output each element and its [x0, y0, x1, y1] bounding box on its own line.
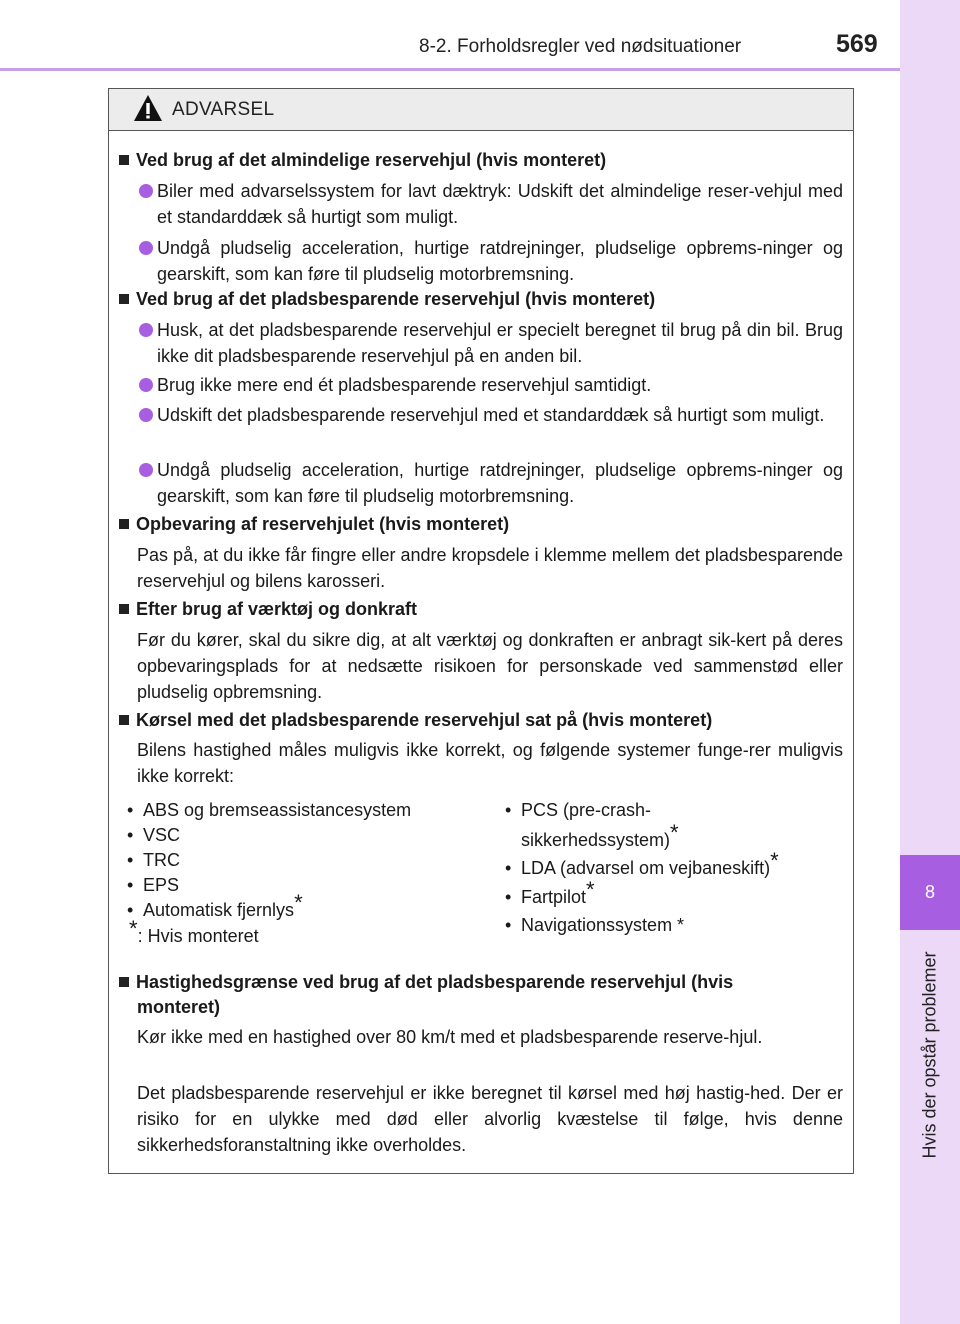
- section-title: 8-2. Forholdsregler ved nødsituationer: [419, 36, 742, 57]
- systems-list-right: [505, 798, 850, 938]
- section-heading: Kørsel med det pladsbesparende reservehjul sat på (hvis monteret): [119, 708, 851, 733]
- warning-box: [108, 88, 854, 1174]
- chapter-title: Hvis der opstår problemer: [919, 951, 940, 1159]
- list-item: • EPS: [127, 873, 497, 898]
- square-bullet-icon: [119, 604, 129, 614]
- square-bullet-icon: [119, 294, 129, 304]
- warning-title: ADVARSEL: [172, 99, 275, 120]
- square-bullet-icon: [119, 155, 129, 165]
- warning-triangle-icon: [133, 94, 163, 122]
- square-bullet-icon: [119, 715, 129, 725]
- section-text: Før du kører, skal du sikre dig, at alt værktøj og donkraften er anbragt sik-kert på deres opbevaringsplads for at nedsætte risikoen for personskade ved sammenstød eller pludselig opbremsning.: [137, 630, 843, 702]
- list-item: • TRC: [127, 848, 497, 873]
- section-heading: Efter brug af værktøj og donkraft: [119, 597, 851, 622]
- section-text: Kør ikke med en hastighed over 80 km/t med et pladsbesparende reserve-hjul.: [137, 1027, 763, 1047]
- section-heading: Ved brug af det pladsbesparende reservehjul (hvis monteret): [119, 287, 851, 312]
- circle-bullet-icon: [139, 463, 153, 477]
- list-item: Brug ikke mere end ét pladsbesparende reservehjul samtidigt.: [139, 372, 843, 398]
- list-item: Biler med advarselssystem for lavt dæktryk: Udskift det almindelige reser-vehjul med et standarddæk så hurtigt som muligt.: [139, 178, 843, 230]
- chapter-number-badge: 8: [900, 855, 960, 930]
- list-item: • Fartpilot*: [505, 885, 850, 910]
- header-divider: [0, 68, 900, 71]
- list-item: • PCS (pre-crash-: [505, 798, 850, 823]
- section-heading: Opbevaring af reservehjulet (hvis monteret): [119, 512, 851, 537]
- circle-bullet-icon: [139, 323, 153, 337]
- square-bullet-icon: [119, 519, 129, 529]
- list-item: • Automatisk fjernlys*: [127, 898, 497, 923]
- section-heading-continuation: monteret): [137, 997, 221, 1017]
- list-item-continuation: sikkerhedssystem)*: [521, 820, 679, 850]
- section-text: Det pladsbesparende reservehjul er ikke beregnet til kørsel med høj hastig-hed. Der er risiko for en ulykke med død eller alvorlig kvæstelse til følge, hvis denne sikkerhedsforanstaltning ikke overholdes.: [137, 1083, 843, 1155]
- circle-bullet-icon: [139, 184, 153, 198]
- list-item: Undgå pludselig acceleration, hurtige ratdrejninger, pludselige opbrems-ninger og gearskift, som kan føre til pludselig motorbremsning.: [139, 235, 843, 287]
- section-text: Pas på, at du ikke får fingre eller andre kropsdele i klemme mellem det pladsbesparende reservehjul og bilens karosseri.: [137, 545, 843, 591]
- list-item: • LDA (advarsel om vejbaneskift)*: [505, 856, 850, 881]
- list-item: Husk, at det pladsbesparende reservehjul er specielt beregnet til brug på din bil. Brug ikke dit pladsbesparende reservehjul på en anden bil.: [139, 317, 843, 369]
- list-item: • ABS og bremseassistancesystem: [127, 798, 497, 823]
- square-bullet-icon: [119, 977, 129, 987]
- systems-list-left: [127, 798, 497, 923]
- circle-bullet-icon: [139, 378, 153, 392]
- list-item: Undgå pludselig acceleration, hurtige ratdrejninger, pludselige opbrems-ninger og gearskift, som kan føre til pludselig motorbremsning.: [139, 457, 843, 509]
- list-item: • VSC: [127, 823, 497, 848]
- page-number: 569: [836, 30, 878, 58]
- section-heading: Hastighedsgrænse ved brug af det pladsbesparende reservehjul (hvis: [119, 970, 851, 995]
- list-item: • Navigationssystem *: [505, 913, 850, 938]
- section-text: Bilens hastighed måles muligvis ikke korrekt, og følgende systemer funge-rer muligvis ikke korrekt:: [137, 740, 843, 786]
- section-heading: Ved brug af det almindelige reservehjul (hvis monteret): [119, 148, 851, 173]
- warning-header: [109, 89, 853, 131]
- list-item: Udskift det pladsbesparende reservehjul med et standarddæk så hurtigt som muligt.: [139, 402, 843, 428]
- circle-bullet-icon: [139, 241, 153, 255]
- footnote: *: Hvis monteret: [129, 916, 259, 946]
- circle-bullet-icon: [139, 408, 153, 422]
